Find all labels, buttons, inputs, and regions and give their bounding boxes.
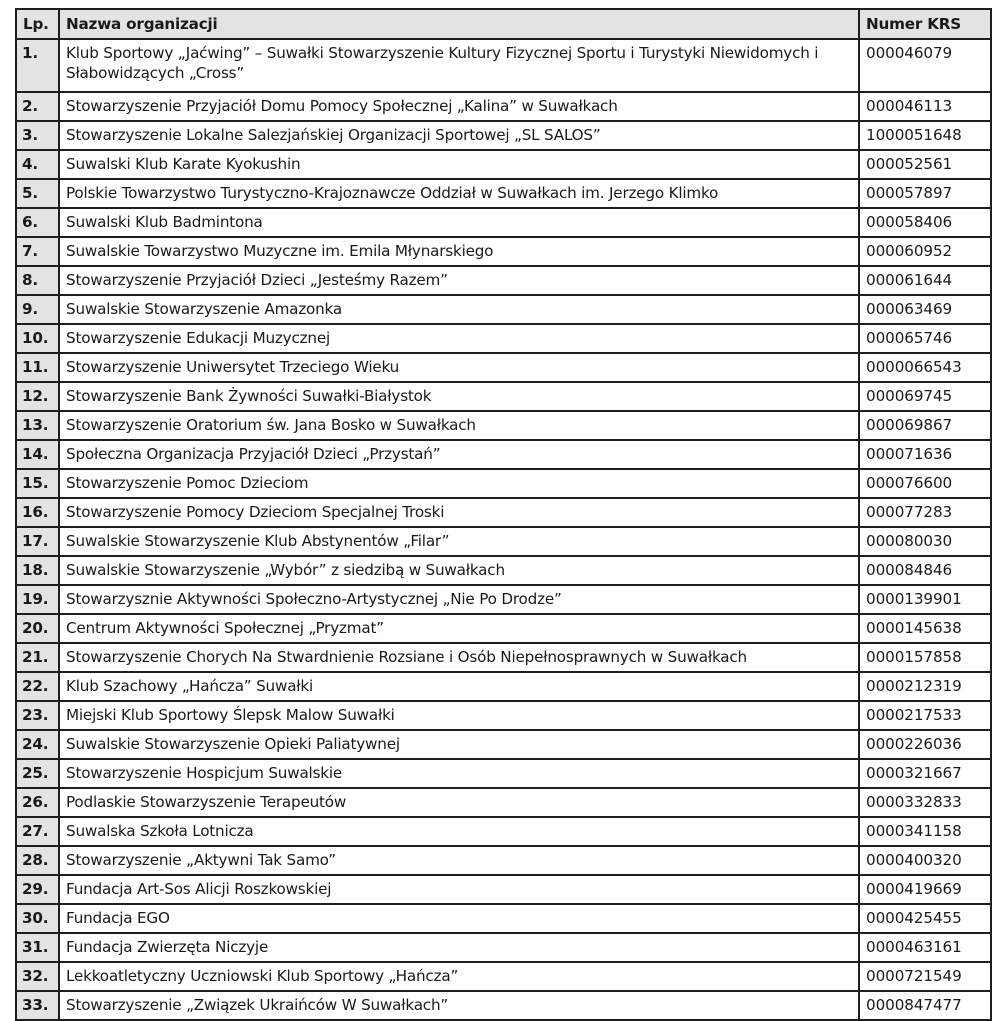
row-number: 25.: [16, 759, 59, 788]
krs-number: 000069745: [859, 382, 991, 411]
row-number: 13.: [16, 411, 59, 440]
krs-number: 000052561: [859, 150, 991, 179]
table-row: [16, 556, 991, 585]
organizations-table: [15, 8, 992, 1021]
table-body: [16, 39, 991, 1020]
krs-number: 000057897: [859, 179, 991, 208]
row-number: 9.: [16, 295, 59, 324]
krs-number: 000065746: [859, 324, 991, 353]
row-number: 6.: [16, 208, 59, 237]
organization-name: Stowarzyszenie Chorych Na Stwardnienie Rozsiane i Osób Niepełnosprawnych w Suwałkach: [59, 643, 859, 672]
row-number: 18.: [16, 556, 59, 585]
organization-name: Stowarzyszenie „Związek Ukraińców W Suwałkach”: [59, 991, 859, 1020]
organization-name: Stowarzyszenie Bank Żywności Suwałki-Białystok: [59, 382, 859, 411]
row-number: 21.: [16, 643, 59, 672]
table-row: [16, 904, 991, 933]
krs-number: 0000332833: [859, 788, 991, 817]
row-number: 26.: [16, 788, 59, 817]
row-number: 11.: [16, 353, 59, 382]
organization-name: Centrum Aktywności Społecznej „Pryzmat”: [59, 614, 859, 643]
organization-name: Fundacja Art-Sos Alicji Roszkowskiej: [59, 875, 859, 904]
organization-name: Podlaskie Stowarzyszenie Terapeutów: [59, 788, 859, 817]
table-row: [16, 701, 991, 730]
row-number: 1.: [16, 39, 59, 92]
table-row: [16, 266, 991, 295]
krs-number: 000080030: [859, 527, 991, 556]
table-row: [16, 846, 991, 875]
table-row: [16, 672, 991, 701]
row-number: 7.: [16, 237, 59, 266]
organization-name: Stowarzyszenie Pomoc Dzieciom: [59, 469, 859, 498]
organization-name: Suwalski Klub Badmintona: [59, 208, 859, 237]
table-row: [16, 991, 991, 1020]
krs-number: 0000341158: [859, 817, 991, 846]
krs-number: 000063469: [859, 295, 991, 324]
organization-name: Klub Szachowy „Hańcza” Suwałki: [59, 672, 859, 701]
organization-name: Lekkoatletyczny Uczniowski Klub Sportowy „Hańcza”: [59, 962, 859, 991]
table-row: [16, 788, 991, 817]
organization-name: Fundacja Zwierzęta Niczyje: [59, 933, 859, 962]
organization-name: Suwalskie Stowarzyszenie Klub Abstynentów „Filar”: [59, 527, 859, 556]
row-number: 2.: [16, 92, 59, 121]
row-number: 32.: [16, 962, 59, 991]
row-number: 4.: [16, 150, 59, 179]
row-number: 27.: [16, 817, 59, 846]
organization-name: Stowarzyszenie „Aktywni Tak Samo”: [59, 846, 859, 875]
table-row: [16, 39, 991, 92]
organization-name: Suwalska Szkoła Lotnicza: [59, 817, 859, 846]
row-number: 28.: [16, 846, 59, 875]
row-number: 24.: [16, 730, 59, 759]
row-number: 19.: [16, 585, 59, 614]
row-number: 5.: [16, 179, 59, 208]
organization-name: Klub Sportowy „Jaćwing” – Suwałki Stowarzyszenie Kultury Fizycznej Sportu i Turystyki Niewidomych i Słabowidzących „Cross”: [59, 39, 859, 92]
table-row: [16, 179, 991, 208]
table-row: [16, 614, 991, 643]
organization-name: Stowarzyszenie Pomocy Dzieciom Specjalnej Troski: [59, 498, 859, 527]
table-row: [16, 150, 991, 179]
table-row: [16, 295, 991, 324]
organization-name: Suwalskie Stowarzyszenie „Wybór” z siedzibą w Suwałkach: [59, 556, 859, 585]
row-number: 15.: [16, 469, 59, 498]
row-number: 23.: [16, 701, 59, 730]
row-number: 30.: [16, 904, 59, 933]
organization-name: Stowarzyszenie Hospicjum Suwalskie: [59, 759, 859, 788]
krs-number: 0000226036: [859, 730, 991, 759]
table-row: [16, 730, 991, 759]
table-row: [16, 643, 991, 672]
table-row: [16, 585, 991, 614]
krs-number: 0000139901: [859, 585, 991, 614]
table-row: [16, 92, 991, 121]
organization-name: Stowarzyszenie Uniwersytet Trzeciego Wieku: [59, 353, 859, 382]
organization-name: Suwalskie Stowarzyszenie Amazonka: [59, 295, 859, 324]
organization-name: Stowarzyszenie Lokalne Salezjańskiej Organizacji Sportowej „SL SALOS”: [59, 121, 859, 150]
row-number: 29.: [16, 875, 59, 904]
row-number: 22.: [16, 672, 59, 701]
table-row: [16, 759, 991, 788]
krs-number: 000046079: [859, 39, 991, 92]
krs-number: 000069867: [859, 411, 991, 440]
table-row: [16, 121, 991, 150]
table-row: [16, 817, 991, 846]
krs-number: 000060952: [859, 237, 991, 266]
table-row: [16, 469, 991, 498]
row-number: 17.: [16, 527, 59, 556]
row-number: 33.: [16, 991, 59, 1020]
table-row: [16, 875, 991, 904]
krs-number: 000058406: [859, 208, 991, 237]
organization-name: Suwalski Klub Karate Kyokushin: [59, 150, 859, 179]
table-row: [16, 382, 991, 411]
organization-name: Stowarzyszenie Przyjaciół Dzieci „Jesteśmy Razem”: [59, 266, 859, 295]
table-row: [16, 527, 991, 556]
krs-number: 0000157858: [859, 643, 991, 672]
table-row: [16, 962, 991, 991]
row-number: 10.: [16, 324, 59, 353]
krs-number: 000084846: [859, 556, 991, 585]
organization-name: Polskie Towarzystwo Turystyczno-Krajoznawcze Oddział w Suwałkach im. Jerzego Klimko: [59, 179, 859, 208]
header-name: Nazwa organizacji: [59, 9, 859, 39]
organization-name: Stowarzyszenie Przyjaciół Domu Pomocy Społecznej „Kalina” w Suwałkach: [59, 92, 859, 121]
krs-number: 0000463161: [859, 933, 991, 962]
table-header: [16, 9, 991, 39]
krs-number: 0000145638: [859, 614, 991, 643]
row-number: 3.: [16, 121, 59, 150]
organization-name: Stowarzyszenie Edukacji Muzycznej: [59, 324, 859, 353]
table-row: [16, 498, 991, 527]
krs-number: 000077283: [859, 498, 991, 527]
krs-number: 0000212319: [859, 672, 991, 701]
table-row: [16, 933, 991, 962]
organization-name: Fundacja EGO: [59, 904, 859, 933]
table-row: [16, 411, 991, 440]
krs-number: 0000400320: [859, 846, 991, 875]
header-row: [16, 9, 991, 39]
row-number: 16.: [16, 498, 59, 527]
header-krs: Numer KRS: [859, 9, 991, 39]
krs-number: 0000217533: [859, 701, 991, 730]
krs-number: 000071636: [859, 440, 991, 469]
row-number: 20.: [16, 614, 59, 643]
table-row: [16, 353, 991, 382]
table-row: [16, 324, 991, 353]
krs-number: 000076600: [859, 469, 991, 498]
krs-number: 0000425455: [859, 904, 991, 933]
organization-name: Miejski Klub Sportowy Ślepsk Malow Suwałki: [59, 701, 859, 730]
krs-number: 000061644: [859, 266, 991, 295]
header-lp: Lp.: [16, 9, 59, 39]
table-row: [16, 440, 991, 469]
row-number: 31.: [16, 933, 59, 962]
organization-name: Stowarzyszenie Oratorium św. Jana Bosko w Suwałkach: [59, 411, 859, 440]
krs-number: 0000721549: [859, 962, 991, 991]
organization-name: Społeczna Organizacja Przyjaciół Dzieci „Przystań”: [59, 440, 859, 469]
krs-number: 0000419669: [859, 875, 991, 904]
row-number: 14.: [16, 440, 59, 469]
organization-name: Stowarzysznie Aktywności Społeczno-Artystycznej „Nie Po Drodze”: [59, 585, 859, 614]
organization-name: Suwalskie Towarzystwo Muzyczne im. Emila Młynarskiego: [59, 237, 859, 266]
row-number: 12.: [16, 382, 59, 411]
krs-number: 0000847477: [859, 991, 991, 1020]
krs-number: 0000321667: [859, 759, 991, 788]
krs-number: 000046113: [859, 92, 991, 121]
organization-name: Suwalskie Stowarzyszenie Opieki Paliatywnej: [59, 730, 859, 759]
table-row: [16, 237, 991, 266]
organizations-table-container: [15, 8, 990, 1021]
krs-number: 1000051648: [859, 121, 991, 150]
krs-number: 0000066543: [859, 353, 991, 382]
table-row: [16, 208, 991, 237]
row-number: 8.: [16, 266, 59, 295]
